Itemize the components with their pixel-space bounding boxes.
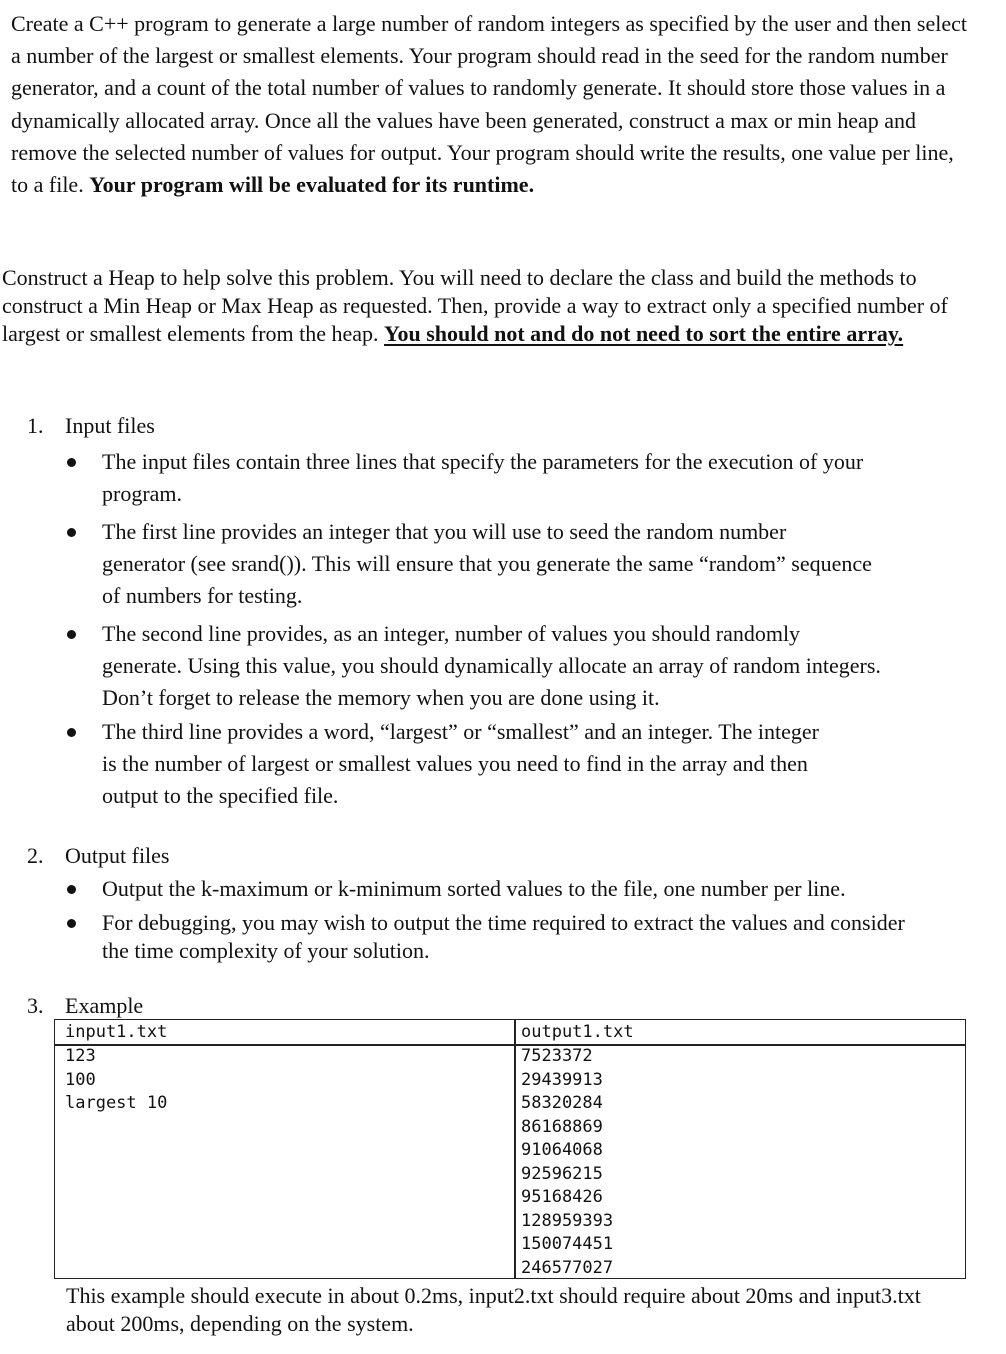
list-item-text: The third line provides a word, “largest” or “smallest” and an integer. The integer is the number of largest or smallest values you need to find in the array and then output to the specified file. [102, 719, 819, 808]
example-footer-note: This example should execute in about 0.2ms, input2.txt should require about 20ms and input3.txt about 200ms, depending on the system. [66, 1283, 921, 1336]
input-file-header: input1.txt [65, 1022, 168, 1042]
list-item-text: Output the k-maximum or k-minimum sorted values to the file, one number per line. [102, 876, 846, 901]
column-divider [514, 1020, 516, 1278]
output-line: 58320284 [521, 1093, 603, 1113]
output-line: 246577027 [521, 1257, 614, 1278]
example-table [54, 1019, 966, 1279]
section-title: Example [65, 993, 144, 1018]
intro-text: Create a C++ program to generate a large number of random integers as specified by the user and then select a number of the largest or smallest elements. Your program should read in the seed for the random number generator, and a count of the total number of values to randomly generate. It should store those values in a dynamically allocated array. Once all the values have been generated, construct a max or min heap and remove the selected number of values for output. Your program should write the results, one value per line, to a file. [11, 11, 967, 198]
section-example-title [27, 992, 143, 1020]
section-output-files-title [27, 842, 170, 870]
output-line: 128959393 [521, 1210, 614, 1231]
section-number: 1. [27, 413, 44, 438]
section-input-files-title [27, 412, 155, 440]
heap-text: Construct a Heap to help solve this problem. You will need to declare the class and build the methods to construct a Min Heap or Max Heap as requested. Then, provide a way to extract only a specified number of largest or smallest elements from the heap. [2, 265, 948, 346]
output-line: 95168426 [521, 1187, 603, 1207]
heap-paragraph [2, 264, 992, 348]
output-line: 7523372 [521, 1046, 593, 1066]
bullet-icon [67, 630, 76, 639]
input-line: 100 [65, 1069, 96, 1090]
list-item-text: For debugging, you may wish to output the time required to extract the values and consider the time complexity of your solution. [102, 910, 905, 963]
intro-bold-text: Your program will be evaluated for its runtime. [89, 172, 535, 198]
section-title: Input files [65, 413, 155, 438]
output-line: 86168869 [521, 1116, 603, 1137]
heap-emphasis-text: You should not and do not need to sort the entire array. [384, 321, 904, 346]
output-line: 91064068 [521, 1140, 603, 1160]
section-title: Output files [65, 843, 170, 868]
input-line: largest 10 [65, 1093, 168, 1113]
intro-paragraph [11, 8, 971, 201]
section-number: 2. [27, 843, 44, 868]
bullet-icon [67, 919, 76, 928]
list-item-text: The second line provides, as an integer, number of values you should randomly generate. Using this value, you should dynamically allocate an array of random integers. Don’t forget to release the memory when you are done using it. [102, 621, 881, 710]
output-line: 150074451 [521, 1234, 614, 1254]
list-item-text: The input files contain three lines that specify the parameters for the execution of your program. [102, 449, 864, 506]
header-divider [55, 1044, 965, 1046]
bullet-icon [67, 728, 76, 737]
list-item-text: The first line provides an integer that you will use to seed the random number generator (see srand()). This will ensure that you generate the same “random” sequence of numbers for testing. [102, 519, 872, 608]
bullet-icon [67, 885, 76, 894]
input-line: 123 [65, 1046, 96, 1066]
bullet-icon [67, 528, 76, 537]
section-number: 3. [27, 993, 44, 1018]
output-line: 29439913 [521, 1069, 603, 1090]
output-line: 92596215 [521, 1163, 603, 1184]
output-file-header: output1.txt [521, 1022, 634, 1042]
bullet-icon [67, 458, 76, 467]
